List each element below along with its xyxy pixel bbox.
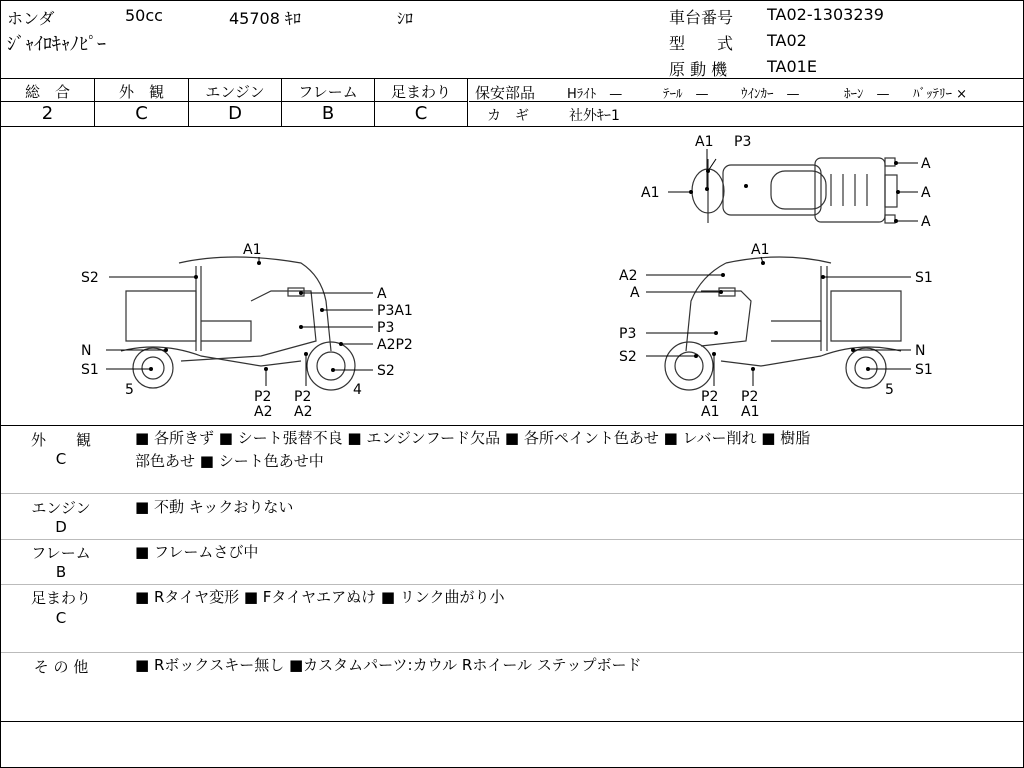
diag-left-a1: A1 <box>243 242 262 258</box>
diag-right-s1: S1 <box>915 270 933 286</box>
grade-overall-label: 総 合 <box>24 83 70 101</box>
safety-horn: ﾎｰﾝ — <box>844 87 890 102</box>
safety-headlight: Hﾗｲﾄ — <box>567 87 623 102</box>
diag-left-n: N <box>81 343 92 359</box>
divider <box>1 652 1023 653</box>
diag-right-p3: P3 <box>619 326 637 342</box>
engine-model-label: 原 動 機 <box>669 60 728 79</box>
grade-engine-value: D <box>228 103 242 124</box>
section-exterior-line1: ■ 各所きず ■ シート張替不良 ■ エンジンフード欠品 ■ 各所ペイント色あせ ■ レバー削れ ■ 樹脂 <box>135 429 811 447</box>
divider <box>1 78 1023 79</box>
grade-frame-label: フレーム <box>298 83 358 101</box>
diag-left-a: A <box>377 286 387 302</box>
section-exterior-line2: 部色あせ ■ シート色あせ中 <box>135 452 324 470</box>
color: ｼﾛ <box>397 9 414 28</box>
diag-top-p3: P3 <box>734 134 752 150</box>
divider <box>1 584 1023 585</box>
safety-battery: ﾊﾞｯﾃﾘｰ × <box>913 87 968 102</box>
section-engine-line1: ■ 不動 キックおりない <box>135 498 294 516</box>
divider <box>1 539 1023 540</box>
displacement: 50cc <box>125 6 163 25</box>
diag-left-s2b: S2 <box>377 363 395 379</box>
divider <box>1 493 1023 494</box>
diag-right-p2b: P2 <box>741 389 759 405</box>
diag-left-4: 4 <box>353 382 362 398</box>
key-label: カ ギ <box>487 108 529 124</box>
type-label: 型 式 <box>669 34 734 53</box>
diag-left-s1: S1 <box>81 362 99 378</box>
diag-right-s2: S2 <box>619 349 637 365</box>
section-exterior-label: 外 観 <box>30 431 91 449</box>
diag-right-p2a: P2 <box>701 389 719 405</box>
diag-top-a-r1: A <box>921 156 931 172</box>
diag-right-a1: A1 <box>751 242 770 258</box>
section-frame-grade: B <box>55 563 67 581</box>
diag-right-s1b: S1 <box>915 362 933 378</box>
diag-right-a1a: A1 <box>701 404 720 420</box>
diag-top-a1: A1 <box>695 134 714 150</box>
diag-top-a-r3: A <box>921 214 931 230</box>
section-suspension-label: 足まわり <box>30 589 91 607</box>
divider <box>1 425 1023 426</box>
grade-suspension-value: C <box>414 103 428 124</box>
divider <box>1 721 1023 722</box>
section-other-line1: ■ Rボックスキー無し ■カスタムパーツ:カウル Rホイール ステップボード <box>135 656 642 674</box>
chassis-value: TA02-1303239 <box>767 5 884 24</box>
chassis-label: 車台番号 <box>669 8 734 27</box>
section-engine-label: エンジン <box>31 499 91 517</box>
diag-right-a2: A2 <box>619 268 638 284</box>
diag-left-s2: S2 <box>81 270 99 286</box>
diag-left-p2a: P2 <box>254 389 272 405</box>
key-value: 社外ｷｰ1 <box>569 108 620 124</box>
diag-left-5: 5 <box>125 382 134 398</box>
diag-right-n: N <box>915 343 926 359</box>
model-name: ｼﾞｬｲﾛｷｬﾉﾋﾟｰ <box>7 34 106 55</box>
section-other-label: そ の 他 <box>33 658 89 676</box>
grade-exterior-label: 外 観 <box>118 83 164 101</box>
diag-right-a: A <box>630 285 640 301</box>
grade-exterior-value: C <box>135 103 148 124</box>
diag-right-5: 5 <box>885 382 894 398</box>
grade-overall-value: 2 <box>41 103 54 124</box>
grade-engine-label: エンジン <box>205 83 265 101</box>
maker: ホンダ <box>7 9 55 28</box>
safety-label: 保安部品 <box>475 84 536 102</box>
section-suspension-grade: C <box>55 609 67 627</box>
divider <box>467 78 468 126</box>
section-suspension-line1: ■ Rタイヤ変形 ■ Fタイヤエアぬけ ■ リンク曲がり小 <box>135 588 505 606</box>
diag-left-p2b: P2 <box>294 389 312 405</box>
section-frame-label: フレーム <box>31 544 91 562</box>
top-view-scooter-icon <box>692 158 897 223</box>
diag-top-a-r2: A <box>921 185 931 201</box>
type-value: TA02 <box>767 31 807 50</box>
diag-left-a2a: A2 <box>254 404 273 420</box>
grade-suspension-label: 足まわり <box>390 83 451 101</box>
safety-winker: ｳｲﾝｶｰ — <box>741 87 800 102</box>
mileage: 45708 ｷﾛ <box>229 9 301 28</box>
diag-right-a1b: A1 <box>741 404 760 420</box>
section-exterior-grade: C <box>55 450 67 468</box>
diag-top-a1-left: A1 <box>641 185 660 201</box>
section-frame-line1: ■ フレームさび中 <box>135 543 259 561</box>
diag-left-a2b: A2 <box>294 404 313 420</box>
safety-taillight: ﾃｰﾙ — <box>663 87 709 102</box>
diag-left-p3: P3 <box>377 320 395 336</box>
section-engine-grade: D <box>55 518 67 536</box>
engine-model-value: TA01E <box>767 57 817 76</box>
diag-left-p3a1: P3A1 <box>377 303 413 319</box>
diag-left-a2p2: A2P2 <box>377 337 413 353</box>
grade-frame-value: B <box>321 103 335 124</box>
damage-diagram <box>1 127 1023 425</box>
